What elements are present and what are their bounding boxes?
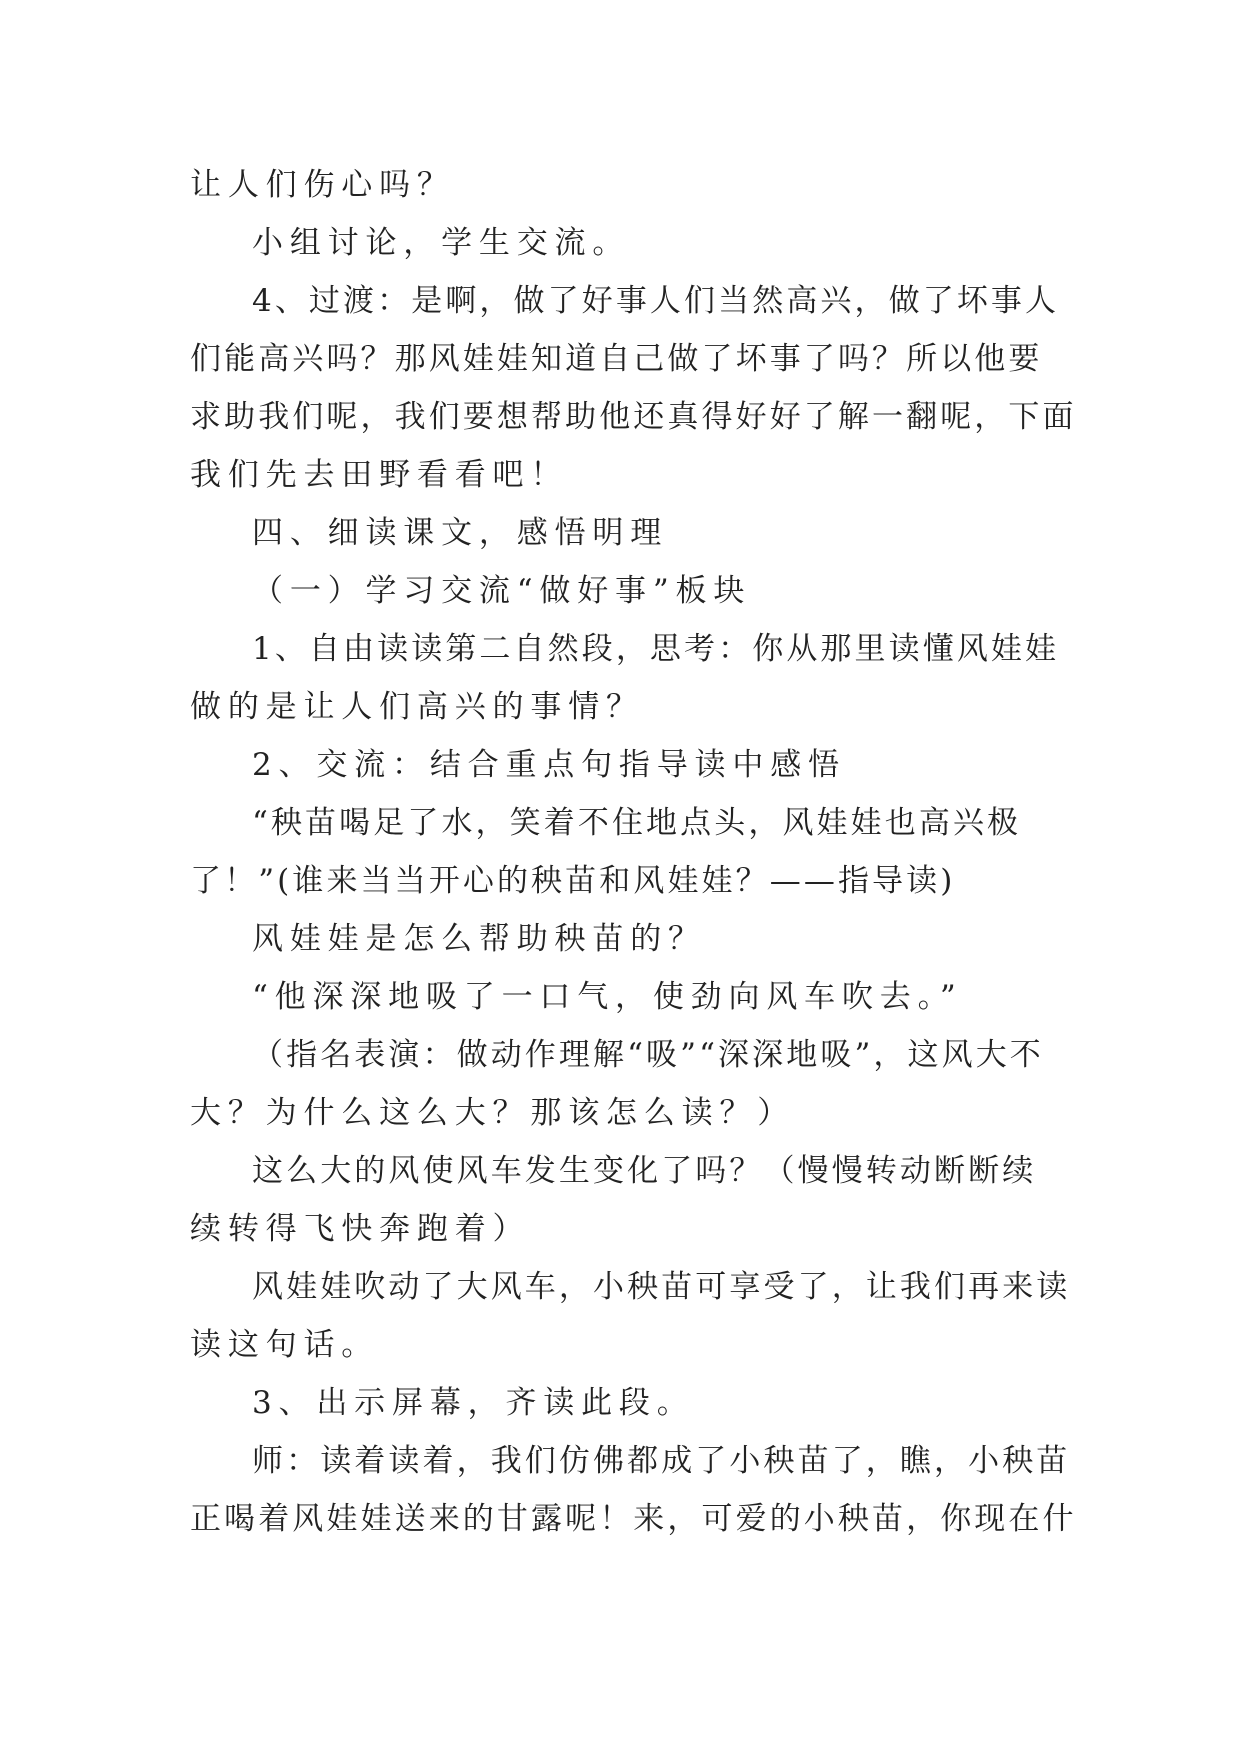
text-line: 续转得飞快奔跑着） [190,1211,531,1247]
text-line: 3、出示屏幕，齐读此段。 [252,1385,695,1421]
section-heading: 四、细读课文，感悟明理 [252,515,669,551]
text-line: 1、自由读读第二自然段，思考：你从那里读懂风娃娃 [252,631,1060,667]
text-line: 让人们伤心吗？ [190,167,455,203]
text-line: 这么大的风使风车发生变化了吗？（慢慢转动断断续 [252,1153,1037,1189]
subsection-heading: （一）学习交流“做好事”板块 [252,573,752,609]
text-line: 正喝着风娃娃送来的甘露呢！来，可爱的小秧苗，你现在什 [190,1501,1077,1537]
document-body [190,156,1077,1548]
text-line: 求助我们呢，我们要想帮助他还真得好好了解一翻呢，下面 [190,399,1077,435]
text-line: 大？为什么这么大？那该怎么读？） [190,1095,796,1131]
text-line: 风娃娃吹动了大风车，小秧苗可享受了，让我们再来读 [252,1269,1071,1305]
quote-line: “他深深地吸了一口气，使劲向风车吹去。” [252,979,963,1015]
text-line: （指名表演：做动作理解“吸”“深深地吸”，这风大不 [252,1037,1044,1073]
text-line: 们能高兴吗？那风娃娃知道自己做了坏事了吗？所以他要 [190,341,1043,377]
text-line: 2、交流：结合重点句指导读中感悟 [252,747,846,783]
text-line: 小组讨论，学生交流。 [252,225,631,261]
text-line: 师：读着读着，我们仿佛都成了小秧苗了，瞧，小秧苗 [252,1443,1071,1479]
quote-line: 了！”(谁来当当开心的秧苗和风娃娃？——指导读) [190,863,956,899]
text-line: 4、过渡：是啊，做了好事人们当然高兴，做了坏事人 [252,283,1060,319]
text-line: 我们先去田野看看吧！ [190,457,569,493]
text-line: 风娃娃是怎么帮助秧苗的？ [252,921,706,957]
text-line: 做的是让人们高兴的事情？ [190,689,644,725]
text-line: 读这句话。 [190,1327,380,1363]
quote-line: “秧苗喝足了水，笑着不住地点头，风娃娃也高兴极 [252,805,1022,841]
